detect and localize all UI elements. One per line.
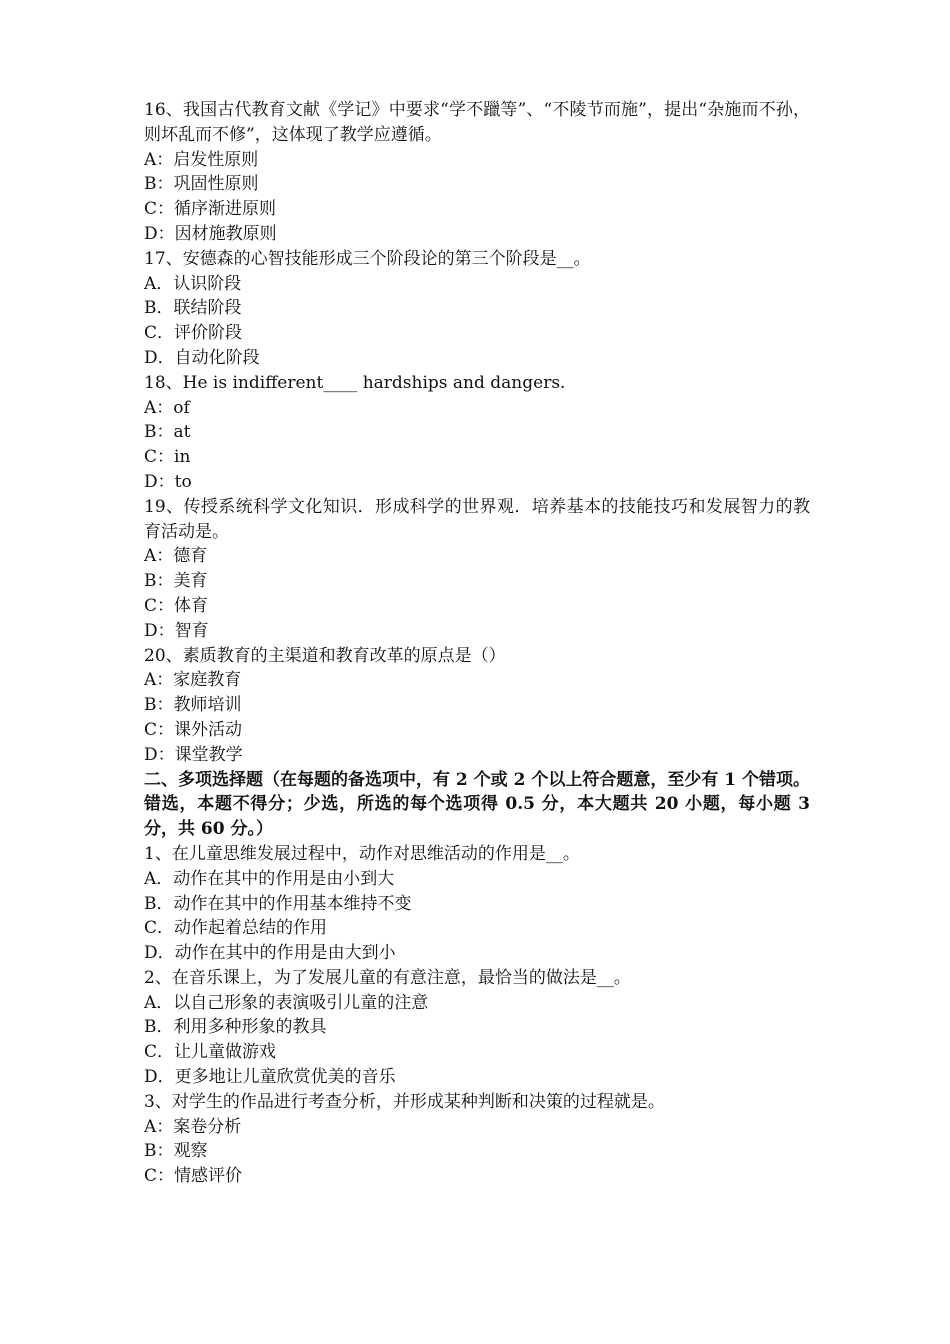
option-a: A．认识阶段	[144, 273, 242, 294]
option-d: D：因材施教原则	[144, 223, 277, 244]
option-b: B：at	[144, 422, 191, 443]
question-1	[144, 842, 810, 966]
option-b: B．联结阶段	[144, 298, 242, 319]
question-17	[144, 247, 810, 371]
option-a: A：德育	[144, 546, 208, 567]
option-d: D．更多地让儿童欣赏优美的音乐	[144, 1067, 396, 1088]
option-b: B：观察	[144, 1141, 208, 1162]
option-d: D：智育	[144, 620, 209, 641]
option-a: A．以自己形象的表演吸引儿童的注意	[144, 992, 429, 1013]
document-page	[144, 98, 810, 1189]
question-stem: 20、素质教育的主渠道和教育改革的原点是（）	[144, 645, 506, 666]
option-c: C：情感评价	[144, 1166, 243, 1187]
option-c: C．评价阶段	[144, 323, 243, 344]
question-stem: 1、在儿童思维发展过程中，动作对思维活动的作用是__。	[144, 843, 580, 864]
question-16	[144, 98, 810, 247]
option-c: C：课外活动	[144, 719, 243, 740]
option-a: A：启发性原则	[144, 149, 259, 170]
option-a: A：of	[144, 397, 190, 418]
option-d: D．自动化阶段	[144, 347, 260, 368]
option-b: B．动作在其中的作用基本维持不变	[144, 893, 412, 914]
option-b: B：教师培训	[144, 695, 242, 716]
option-d: D．动作在其中的作用是由大到小	[144, 943, 396, 964]
option-b: B：巩固性原则	[144, 174, 259, 195]
option-d: D：to	[144, 471, 192, 492]
option-c: C：体育	[144, 595, 209, 616]
option-d: D：课堂教学	[144, 744, 243, 765]
option-b: B：美育	[144, 571, 208, 592]
question-19	[144, 495, 810, 644]
question-20	[144, 644, 810, 768]
question-2	[144, 966, 810, 1090]
option-a: A：案卷分析	[144, 1116, 242, 1137]
option-c: C．让儿童做游戏	[144, 1042, 277, 1063]
question-stem: 17、安德森的心智技能形成三个阶段论的第三个阶段是__。	[144, 248, 591, 269]
question-stem: 19、传授系统科学文化知识．形成科学的世界观．培养基本的技能技巧和发展智力的教育活动是。	[144, 496, 810, 542]
option-c: C：in	[144, 447, 191, 468]
question-stem: 18、He is indifferent____ hardships and dangers.	[144, 372, 566, 393]
option-a: A．动作在其中的作用是由小到大	[144, 868, 395, 889]
question-3	[144, 1090, 810, 1189]
question-stem: 3、对学生的作品进行考查分析，并形成某种判断和决策的过程就是。	[144, 1091, 665, 1112]
question-stem: 16、我国古代教育文献《学记》中要求“学不躐等”、“不陵节而施”，提出“杂施而不孙，则坏乱而不修”，这体现了教学应遵循。	[144, 100, 810, 145]
option-a: A：家庭教育	[144, 670, 242, 691]
option-c: C．动作起着总结的作用	[144, 918, 328, 939]
question-stem: 2、在音乐课上，为了发展儿童的有意注意，最恰当的做法是__。	[144, 967, 631, 988]
question-18	[144, 371, 810, 495]
option-c: C：循序渐进原则	[144, 199, 277, 220]
section-heading: 二、多项选择题（在每题的备选项中，有 2 个或 2 个以上符合题意，至少有 1 个错项。错选，本题不得分；少选，所选的每个选项得 0.5 分，本大题共 20 小题，每小题 3 分，共 60 分。）	[144, 769, 810, 840]
option-b: B．利用多种形象的教具	[144, 1017, 327, 1038]
